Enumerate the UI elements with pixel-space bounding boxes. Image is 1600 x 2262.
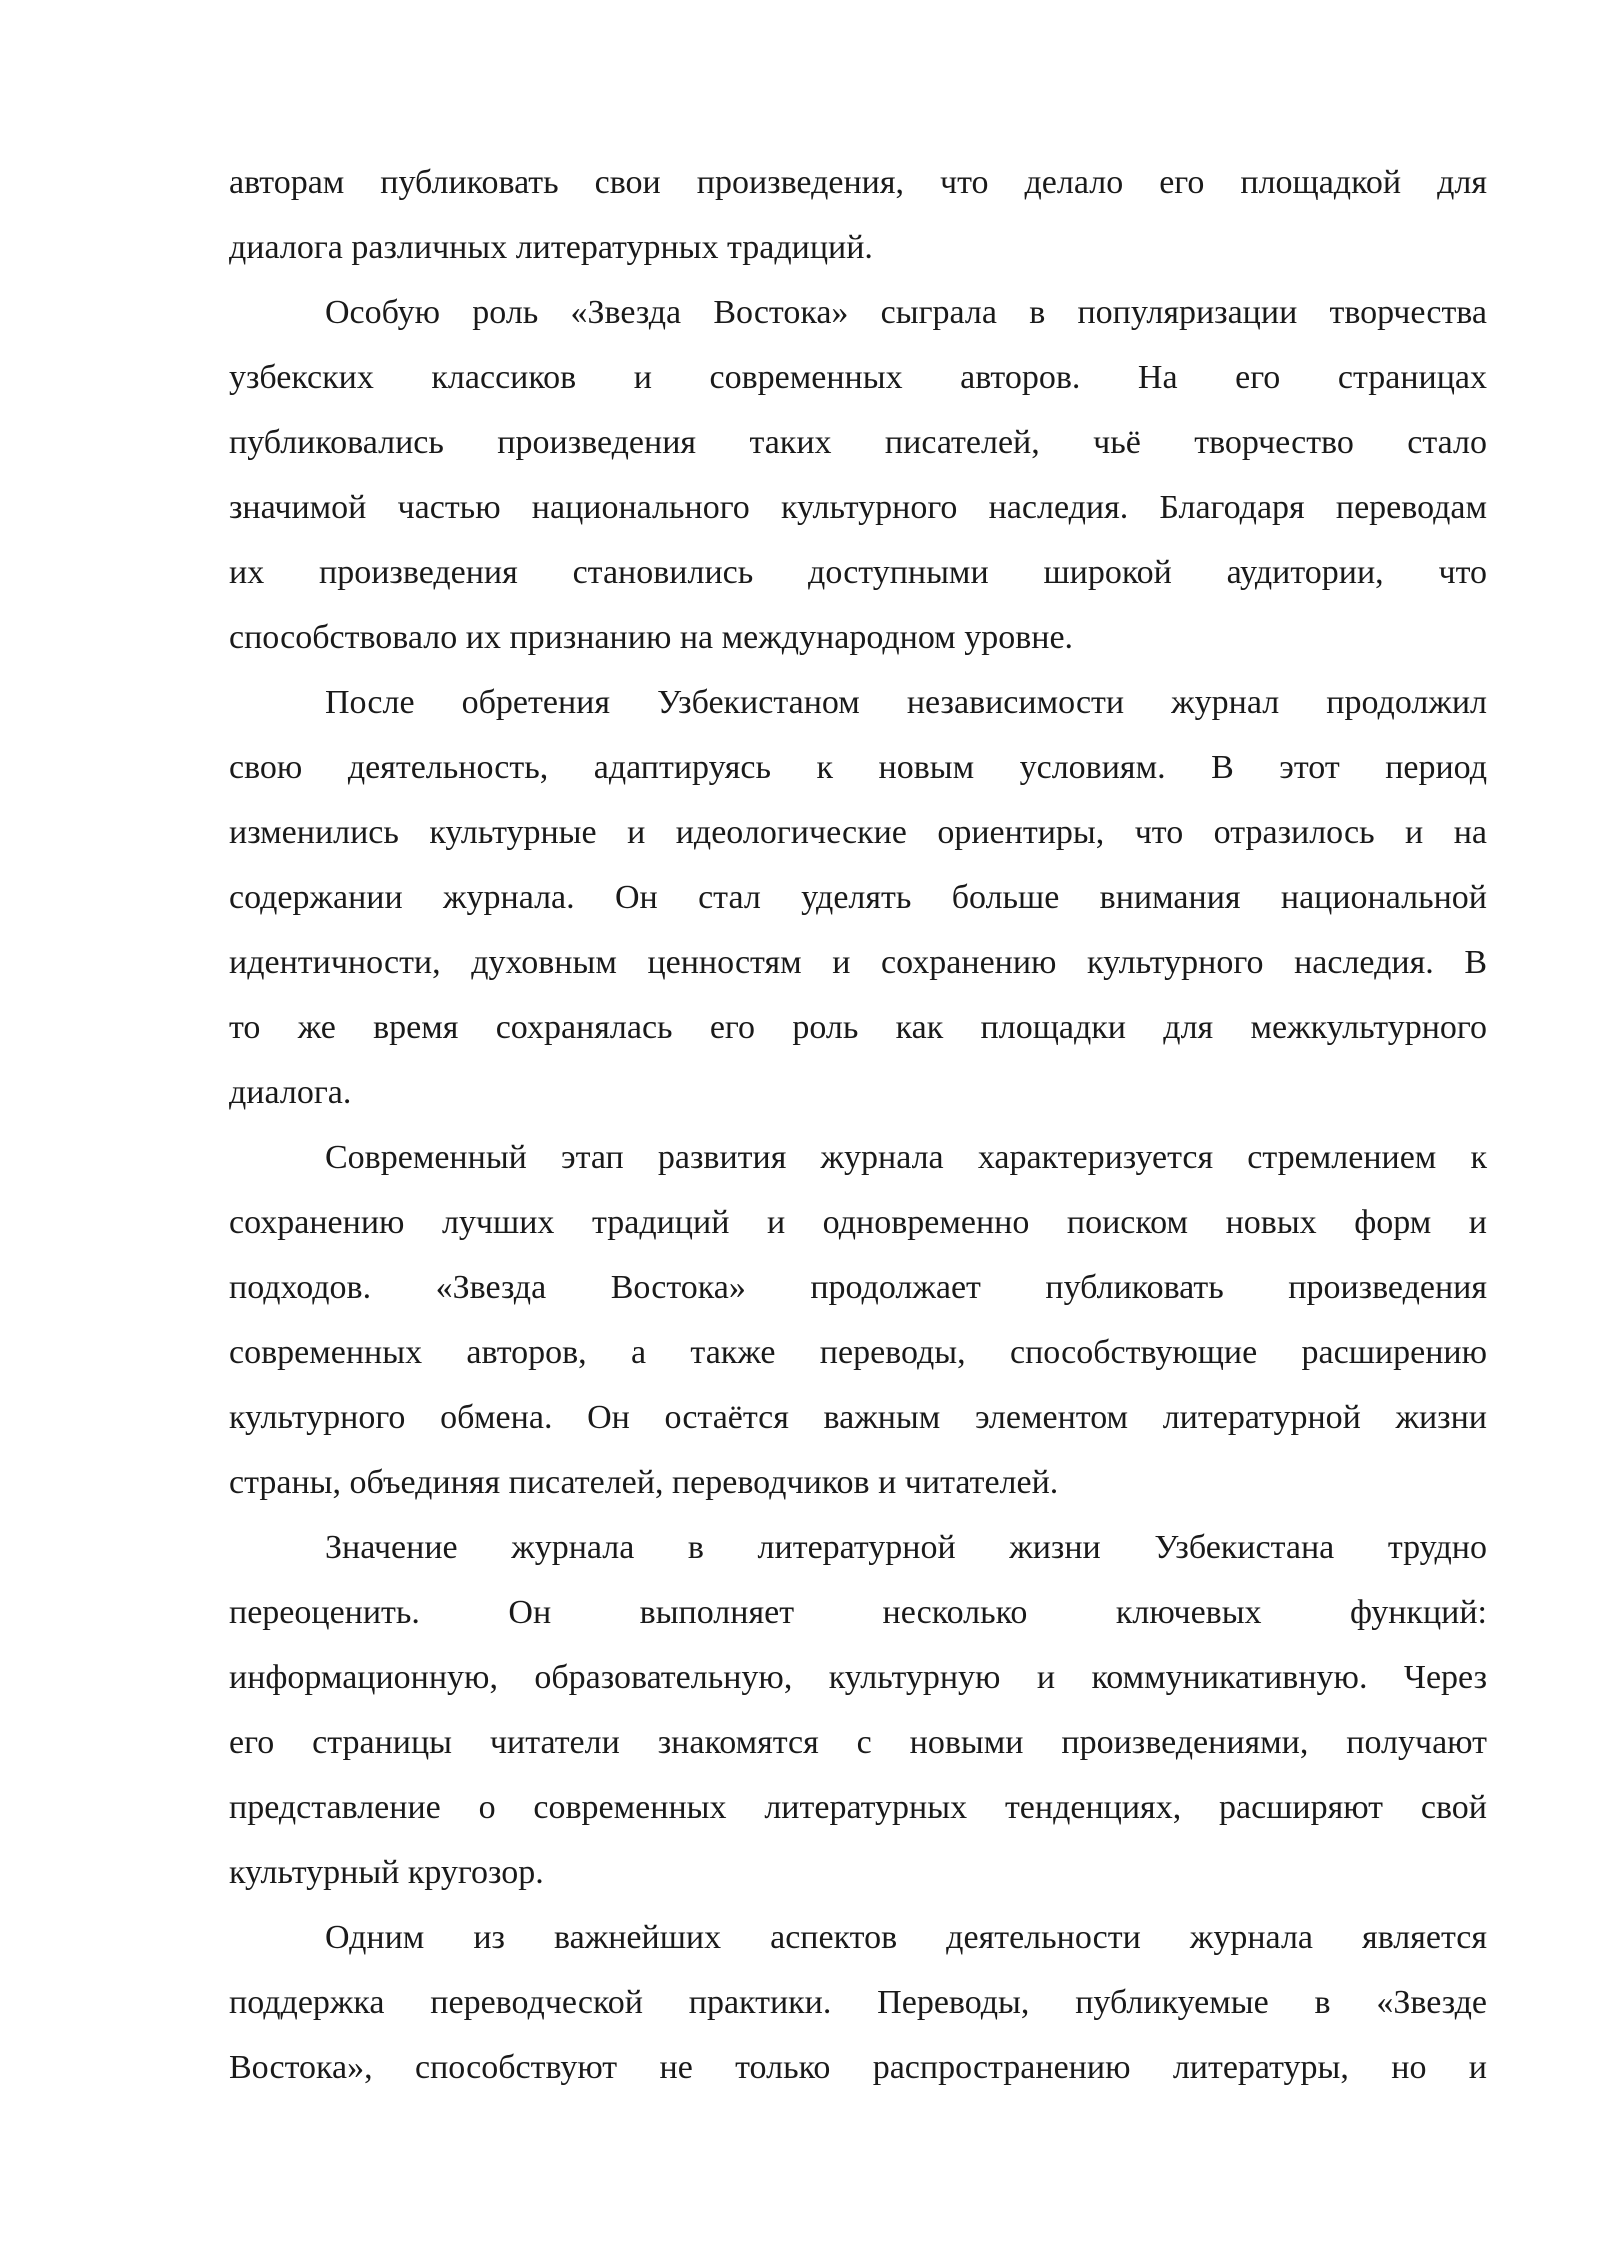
text-line: подходов. «Звезда Востока» продолжает публиковать произведения <box>229 1269 1487 1306</box>
text-line: публиковались произведения таких писателей, чьё творчество стало <box>229 424 1487 461</box>
text-line: Особую роль «Звезда Востока» сыграла в популяризации творчества <box>325 294 1487 331</box>
text-line: свою деятельность, адаптируясь к новым условиям. В этот период <box>229 749 1487 786</box>
text-line: его страницы читатели знакомятся с новыми произведениями, получают <box>229 1724 1487 1761</box>
text-line: современных авторов, а также переводы, способствующие расширению <box>229 1334 1487 1371</box>
text-line: После обретения Узбекистаном независимости журнал продолжил <box>325 684 1487 721</box>
text-line: Одним из важнейших аспектов деятельности журнала является <box>325 1919 1487 1956</box>
text-line: страны, объединяя писателей, переводчиков и читателей. <box>229 1464 1059 1501</box>
text-line: их произведения становились доступными широкой аудитории, что <box>229 554 1487 591</box>
text-line: представление о современных литературных тенденциях, расширяют свой <box>229 1789 1487 1826</box>
text-line: изменились культурные и идеологические ориентиры, что отразилось и на <box>229 814 1487 851</box>
text-line: диалога. <box>229 1074 352 1111</box>
text-line: Значение журнала в литературной жизни Узбекистана трудно <box>325 1529 1487 1566</box>
text-line: то же время сохранялась его роль как площадки для межкультурного <box>229 1009 1487 1046</box>
text-line: культурный кругозор. <box>229 1854 544 1891</box>
text-line: Современный этап развития журнала характеризуется стремлением к <box>325 1139 1487 1176</box>
document-body <box>229 150 1487 2100</box>
text-line: способствовало их признанию на международном уровне. <box>229 619 1074 656</box>
text-line: диалога различных литературных традиций. <box>229 229 873 266</box>
text-line: культурного обмена. Он остаётся важным элементом литературной жизни <box>229 1399 1487 1436</box>
text-line: значимой частью национального культурного наследия. Благодаря переводам <box>229 489 1487 526</box>
text-line: идентичности, духовным ценностям и сохранению культурного наследия. В <box>229 944 1487 981</box>
text-line: узбекских классиков и современных авторов. На его страницах <box>229 359 1487 396</box>
text-line: переоценить. Он выполняет несколько ключевых функций: <box>229 1594 1487 1631</box>
text-line: поддержка переводческой практики. Переводы, публикуемые в «Звезде <box>229 1984 1487 2021</box>
text-line: сохранению лучших традиций и одновременно поиском новых форм и <box>229 1204 1487 1241</box>
text-line: Востока», способствуют не только распространению литературы, но и <box>229 2049 1487 2086</box>
text-line: авторам публиковать свои произведения, что делало его площадкой для <box>229 164 1487 201</box>
text-line: информационную, образовательную, культурную и коммуникативную. Через <box>229 1659 1487 1696</box>
text-line: содержании журнала. Он стал уделять больше внимания национальной <box>229 879 1487 916</box>
